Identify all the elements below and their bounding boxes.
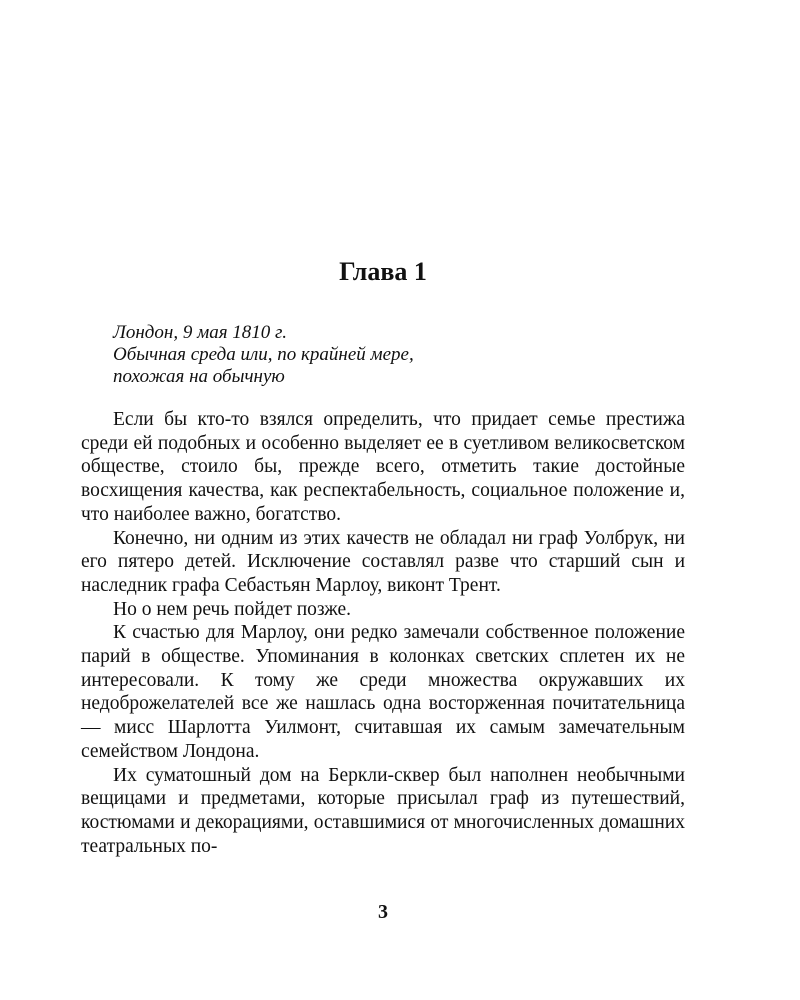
paragraph: Если бы кто-то взялся определить, что придает семье престижа среди ей подобных и особенно выделяет ее в суетливом великосветском обществе, стоило бы, прежде всего, отметить такие достойные восхищения качества, как респектабельность, социальное положение и, что наиболее важно, богатство. [81, 409, 685, 525]
paragraph: К счастью для Марлоу, они редко замечали собственное положение парий в обществе. Упоминания в колонках светских сплетен их не интересовали. К тому же среди множества окружавших их недоброжелателей все же нашлась одна восторженная почитательница — мисс Шарлотта Уилмонт, считавшая их самым замечательным семейством Лондона. [81, 622, 685, 762]
paragraph: Конечно, ни одним из этих качеств не обладал ни граф Уолбрук, ни его пятеро детей. Исключение составлял разве что старший сын и наследник графа Себастьян Марлоу, виконт Трент. [81, 527, 685, 596]
chapter-title: Глава 1 [339, 257, 427, 286]
epigraph [113, 322, 673, 388]
epigraph-line-subtitle-end: похожая на обычную [113, 366, 285, 387]
page-number: 3 [378, 901, 388, 923]
paragraph: Их суматошный дом на Беркли-сквер был наполнен необычными вещицами и предметами, которые присылал граф из путешествий, костюмами и декорациями, оставшимися от многочисленных домашних театральных по- [81, 764, 685, 857]
body-text [81, 408, 685, 858]
paragraph: Но о нем речь пойдет позже. [113, 598, 352, 620]
epigraph-line-subtitle: Обычная среда или, по крайней мере, [113, 344, 414, 365]
epigraph-line-date: Лондон, 9 мая 1810 г. [113, 322, 287, 343]
